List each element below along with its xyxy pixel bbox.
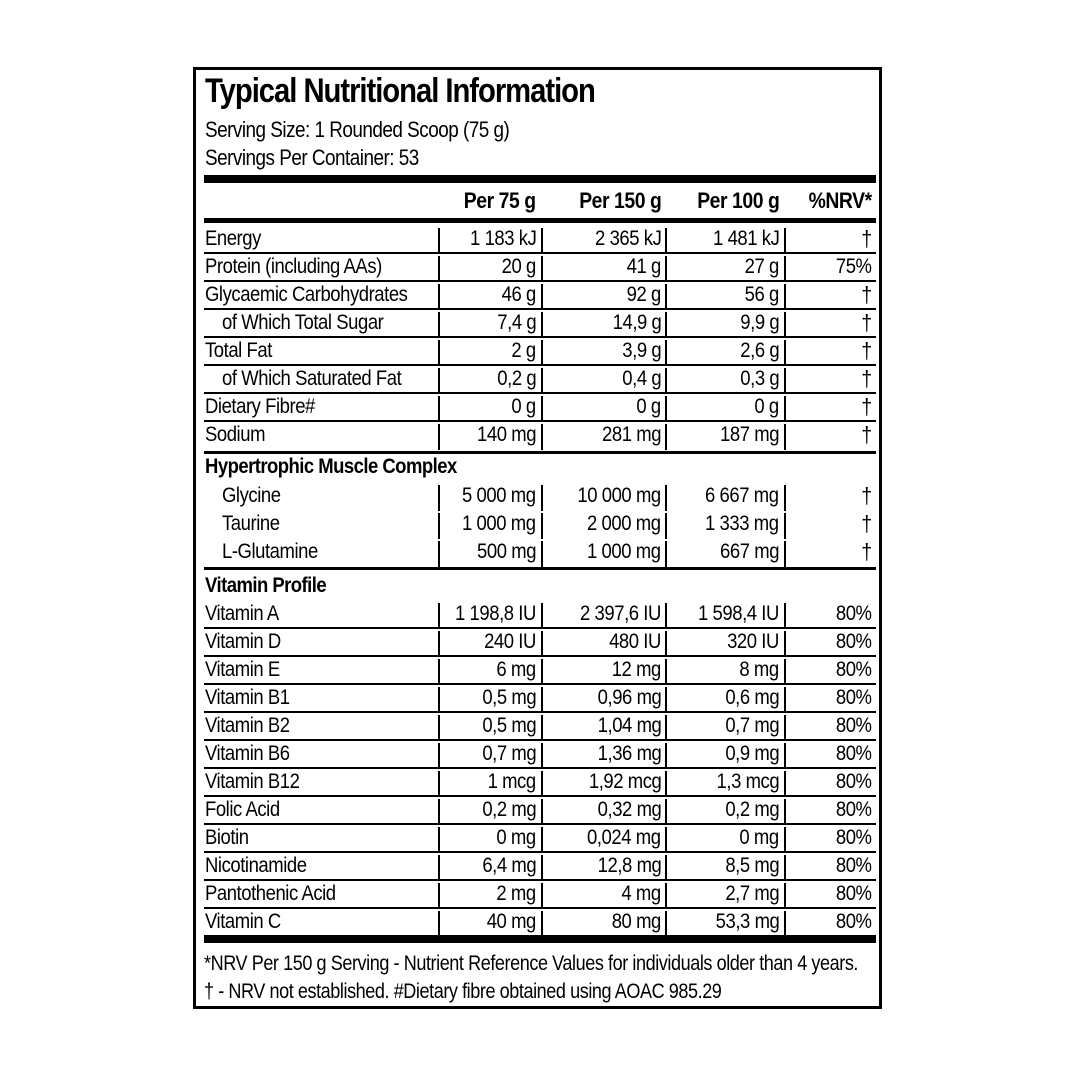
column-separator <box>784 368 786 394</box>
value-per-150g: 14,9 g <box>612 311 661 334</box>
value-per-100g: 9,9 g <box>740 311 779 334</box>
column-separator <box>438 541 440 567</box>
value-per-150g: 281 mg <box>601 423 661 446</box>
column-separator <box>784 485 786 511</box>
column-separator <box>541 396 543 422</box>
value-per-75g: 0,5 mg <box>482 714 536 737</box>
nutrient-name: Vitamin B12 <box>205 770 300 793</box>
column-separator <box>438 659 440 685</box>
value-per-150g: 12,8 mg <box>597 854 661 877</box>
value-nrv: 80% <box>836 686 872 709</box>
table-row <box>0 510 1080 538</box>
table-row <box>0 880 1080 908</box>
column-separator <box>438 312 440 338</box>
value-per-75g: 0 mg <box>496 826 536 849</box>
value-per-75g: 0,2 mg <box>482 798 536 821</box>
value-per-150g: 480 IU <box>609 630 661 653</box>
column-separator <box>438 340 440 366</box>
column-separator <box>784 883 786 909</box>
column-separator <box>665 743 667 769</box>
footnote-nrv: *NRV Per 150 g Serving - Nutrient Reference Values for individuals older than 4 years. <box>204 952 859 975</box>
column-separator <box>665 827 667 853</box>
value-nrv: † <box>861 483 872 508</box>
column-separator <box>541 485 543 511</box>
value-per-100g: 1 333 mg <box>705 512 779 535</box>
column-separator <box>541 312 543 338</box>
value-per-100g: 0,9 mg <box>725 742 779 765</box>
column-separator <box>665 340 667 366</box>
column-separator <box>541 284 543 310</box>
nutrient-name: Nicotinamide <box>205 854 307 877</box>
column-separator <box>665 603 667 629</box>
column-separator <box>784 659 786 685</box>
value-nrv: 80% <box>836 826 872 849</box>
value-per-150g: 2 000 mg <box>587 512 661 535</box>
column-separator <box>665 256 667 282</box>
column-separator <box>665 911 667 937</box>
column-separator <box>438 368 440 394</box>
complex-divider <box>204 451 876 454</box>
table-row <box>0 908 1080 936</box>
column-separator <box>784 228 786 254</box>
column-separator <box>438 687 440 713</box>
column-separator <box>541 743 543 769</box>
column-separator <box>665 687 667 713</box>
value-per-150g: 3,9 g <box>622 339 661 362</box>
table-row <box>0 538 1080 566</box>
value-per-75g: 2 mg <box>496 882 536 905</box>
value-per-75g: 1 000 mg <box>462 512 536 535</box>
column-separator <box>665 513 667 539</box>
column-header-per-150g: Per 150 g <box>578 188 661 213</box>
column-separator <box>438 827 440 853</box>
column-separator <box>438 771 440 797</box>
column-separator <box>541 340 543 366</box>
value-per-150g: 2 397,6 IU <box>580 602 661 625</box>
column-separator <box>438 631 440 657</box>
value-per-150g: 92 g <box>626 283 661 306</box>
column-separator <box>438 284 440 310</box>
column-separator <box>665 541 667 567</box>
value-per-75g: 1 183 kJ <box>469 227 536 250</box>
column-separator <box>784 603 786 629</box>
nutrient-name: Vitamin B1 <box>205 686 290 709</box>
column-separator <box>438 855 440 881</box>
value-per-100g: 27 g <box>744 255 779 278</box>
table-row <box>0 824 1080 852</box>
value-per-75g: 1 mcg <box>487 770 536 793</box>
value-per-75g: 6 mg <box>496 658 536 681</box>
value-per-150g: 0,024 mg <box>587 826 661 849</box>
column-header-nrv: %NRV* <box>808 188 872 213</box>
column-separator <box>438 256 440 282</box>
column-separator <box>541 715 543 741</box>
column-separator <box>665 368 667 394</box>
value-per-75g: 0 g <box>511 395 536 418</box>
value-per-100g: 667 mg <box>719 540 779 563</box>
value-per-100g: 8 mg <box>739 658 779 681</box>
value-nrv: 80% <box>836 714 872 737</box>
value-per-100g: 187 mg <box>719 423 779 446</box>
column-separator <box>665 424 667 450</box>
nutrient-name: Vitamin C <box>205 910 281 933</box>
column-separator <box>438 228 440 254</box>
value-nrv: † <box>861 511 872 536</box>
value-nrv: 80% <box>836 602 872 625</box>
value-nrv: † <box>861 338 872 363</box>
value-per-75g: 0,5 mg <box>482 686 536 709</box>
nutrient-name: of Which Saturated Fat <box>222 367 402 390</box>
table-row <box>0 656 1080 684</box>
nutrient-name: Folic Acid <box>205 798 280 821</box>
table-row <box>0 365 1080 393</box>
nutrient-name: Energy <box>205 227 261 250</box>
value-per-150g: 41 g <box>626 255 661 278</box>
value-nrv: 80% <box>836 770 872 793</box>
value-per-75g: 5 000 mg <box>462 484 536 507</box>
column-separator <box>438 485 440 511</box>
value-per-150g: 0,32 mg <box>597 798 661 821</box>
column-separator <box>541 603 543 629</box>
header-bottom-bar <box>204 218 876 223</box>
column-separator <box>784 256 786 282</box>
value-per-75g: 0,7 mg <box>482 742 536 765</box>
value-per-75g: 2 g <box>511 339 536 362</box>
value-per-75g: 140 mg <box>476 423 536 446</box>
column-separator <box>784 631 786 657</box>
value-nrv: 80% <box>836 910 872 933</box>
table-row <box>0 253 1080 281</box>
value-nrv: 80% <box>836 630 872 653</box>
column-header-per-75g: Per 75 g <box>464 188 536 213</box>
nutrient-name: Sodium <box>205 423 266 446</box>
column-separator <box>541 368 543 394</box>
footnote-dagger: † - NRV not established. #Dietary fibre obtained using AOAC 985.29 <box>204 980 722 1003</box>
column-separator <box>541 883 543 909</box>
column-separator <box>541 541 543 567</box>
value-per-75g: 6,4 mg <box>482 854 536 877</box>
table-row <box>0 768 1080 796</box>
complex-section-title: Hypertrophic Muscle Complex <box>205 455 457 478</box>
nutrient-name: Pantothenic Acid <box>205 882 336 905</box>
column-separator <box>784 771 786 797</box>
value-per-150g: 0,4 g <box>622 367 661 390</box>
column-separator <box>784 312 786 338</box>
nutrient-name: Vitamin B6 <box>205 742 290 765</box>
column-separator <box>784 911 786 937</box>
column-separator <box>784 284 786 310</box>
value-per-100g: 2,6 g <box>740 339 779 362</box>
table-row <box>0 421 1080 449</box>
nutrient-name: Vitamin B2 <box>205 714 290 737</box>
column-separator <box>438 883 440 909</box>
column-separator <box>784 743 786 769</box>
value-nrv: † <box>861 226 872 251</box>
value-per-100g: 0,6 mg <box>725 686 779 709</box>
column-separator <box>541 228 543 254</box>
value-per-100g: 0,2 mg <box>725 798 779 821</box>
table-row <box>0 482 1080 510</box>
column-separator <box>541 771 543 797</box>
table-row <box>0 337 1080 365</box>
column-separator <box>438 911 440 937</box>
column-separator <box>541 513 543 539</box>
table-row <box>0 852 1080 880</box>
value-per-75g: 7,4 g <box>497 311 536 334</box>
column-separator <box>784 513 786 539</box>
column-separator <box>541 827 543 853</box>
value-nrv: 80% <box>836 658 872 681</box>
column-separator <box>438 799 440 825</box>
nutrient-name: Dietary Fibre# <box>205 395 315 418</box>
column-separator <box>541 799 543 825</box>
column-separator <box>665 228 667 254</box>
value-per-75g: 46 g <box>501 283 536 306</box>
table-row <box>0 281 1080 309</box>
value-per-150g: 0,96 mg <box>597 686 661 709</box>
value-nrv: 80% <box>836 882 872 905</box>
value-per-75g: 40 mg <box>486 910 536 933</box>
serving-size: Serving Size: 1 Rounded Scoop (75 g) <box>205 117 510 142</box>
column-separator <box>665 631 667 657</box>
value-per-100g: 2,7 mg <box>725 882 779 905</box>
value-nrv: † <box>861 394 872 419</box>
column-separator <box>784 396 786 422</box>
column-separator <box>784 715 786 741</box>
nutrient-name: of Which Total Sugar <box>222 311 384 334</box>
value-per-100g: 1,3 mcg <box>716 770 779 793</box>
column-separator <box>665 883 667 909</box>
column-separator <box>665 396 667 422</box>
column-separator <box>541 256 543 282</box>
column-separator <box>665 312 667 338</box>
nutrient-name: Taurine <box>222 512 280 535</box>
table-row <box>0 712 1080 740</box>
value-nrv: 80% <box>836 798 872 821</box>
column-separator <box>541 911 543 937</box>
vitamin-section-title: Vitamin Profile <box>205 574 327 597</box>
column-separator <box>665 485 667 511</box>
column-separator <box>665 715 667 741</box>
table-row <box>0 309 1080 337</box>
column-separator <box>541 687 543 713</box>
value-per-100g: 56 g <box>744 283 779 306</box>
table-row <box>0 628 1080 656</box>
nutrient-name: Biotin <box>205 826 249 849</box>
value-per-75g: 0,2 g <box>497 367 536 390</box>
column-separator <box>541 424 543 450</box>
column-separator <box>438 513 440 539</box>
value-nrv: 80% <box>836 854 872 877</box>
value-per-75g: 1 198,8 IU <box>455 602 536 625</box>
label-title: Typical Nutritional Information <box>205 72 595 110</box>
nutrient-name: Vitamin A <box>205 602 279 625</box>
value-nrv: † <box>861 366 872 391</box>
header-top-bar <box>204 175 876 183</box>
value-per-75g: 240 IU <box>484 630 536 653</box>
column-separator <box>665 284 667 310</box>
table-row <box>0 796 1080 824</box>
value-per-100g: 6 667 mg <box>705 484 779 507</box>
column-separator <box>438 603 440 629</box>
servings-per-container: Servings Per Container: 53 <box>205 145 419 170</box>
table-bottom-bar <box>204 935 876 943</box>
value-per-150g: 1 000 mg <box>587 540 661 563</box>
value-per-100g: 0 g <box>754 395 779 418</box>
value-per-150g: 80 mg <box>611 910 661 933</box>
column-separator <box>665 855 667 881</box>
value-per-100g: 0,3 g <box>740 367 779 390</box>
value-per-100g: 1 481 kJ <box>712 227 779 250</box>
value-nrv: † <box>861 310 872 335</box>
vitamin-divider <box>204 567 876 570</box>
value-per-150g: 10 000 mg <box>577 484 661 507</box>
column-separator <box>438 396 440 422</box>
column-header-row <box>0 187 1080 215</box>
column-separator <box>438 424 440 450</box>
value-nrv: † <box>861 422 872 447</box>
nutrient-name: L-Glutamine <box>222 540 318 563</box>
value-nrv: † <box>861 282 872 307</box>
table-row <box>0 225 1080 253</box>
column-separator <box>784 855 786 881</box>
column-separator <box>438 715 440 741</box>
value-per-150g: 12 mg <box>611 658 661 681</box>
value-per-150g: 1,92 mcg <box>588 770 661 793</box>
column-separator <box>784 541 786 567</box>
value-per-75g: 20 g <box>501 255 536 278</box>
value-per-100g: 53,3 mg <box>715 910 779 933</box>
table-row <box>0 740 1080 768</box>
column-separator <box>665 659 667 685</box>
column-header-per-100g: Per 100 g <box>696 188 779 213</box>
column-separator <box>541 631 543 657</box>
value-per-100g: 8,5 mg <box>725 854 779 877</box>
column-separator <box>784 687 786 713</box>
nutrient-name: Glycine <box>222 484 281 507</box>
column-separator <box>541 855 543 881</box>
nutrient-name: Protein (including AAs) <box>205 255 382 278</box>
column-separator <box>541 659 543 685</box>
column-separator <box>784 424 786 450</box>
value-nrv: 75% <box>836 255 872 278</box>
value-nrv: 80% <box>836 742 872 765</box>
column-separator <box>784 827 786 853</box>
table-row <box>0 600 1080 628</box>
value-per-150g: 0 g <box>636 395 661 418</box>
nutrient-name: Glycaemic Carbohydrates <box>205 283 408 306</box>
value-per-100g: 320 IU <box>727 630 779 653</box>
value-per-150g: 2 365 kJ <box>594 227 661 250</box>
value-per-100g: 1 598,4 IU <box>698 602 779 625</box>
column-separator <box>784 799 786 825</box>
column-separator <box>665 771 667 797</box>
nutrient-name: Vitamin E <box>205 658 280 681</box>
column-separator <box>438 743 440 769</box>
column-separator <box>784 340 786 366</box>
value-per-100g: 0,7 mg <box>725 714 779 737</box>
table-row <box>0 393 1080 421</box>
value-nrv: † <box>861 539 872 564</box>
table-row <box>0 684 1080 712</box>
value-per-150g: 1,04 mg <box>597 714 661 737</box>
nutrient-name: Vitamin D <box>205 630 281 653</box>
nutrient-name: Total Fat <box>205 339 272 362</box>
value-per-100g: 0 mg <box>739 826 779 849</box>
value-per-75g: 500 mg <box>476 540 536 563</box>
column-separator <box>665 799 667 825</box>
value-per-150g: 1,36 mg <box>597 742 661 765</box>
value-per-150g: 4 mg <box>621 882 661 905</box>
